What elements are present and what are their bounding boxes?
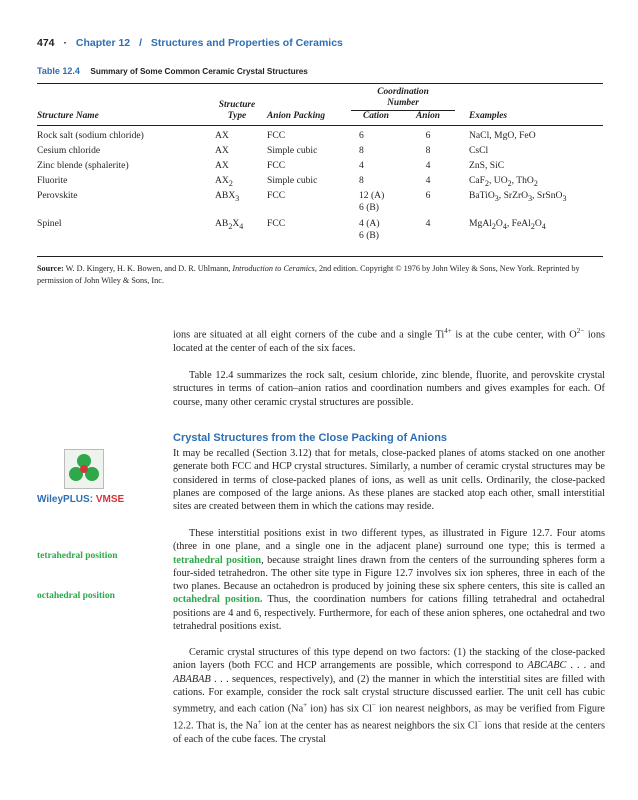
structures-table (37, 83, 603, 244)
table-row: Rock salt (sodium chloride) AX FCC 6 6 NaCl, MgO, FeO (37, 130, 536, 141)
col-structure-name: Structure Name (37, 110, 99, 121)
paragraph-5: Ceramic crystal structures of this type depend on two factors: (1) the stacking of the close-packed anion layers (both FCC and HCP arrangements are possible, which correspond to ABCABC . . . and ABABAB . . . sequences, respectively), and (2) the manner in which the interstitial sites are filled with cations. For example, consider the rock salt crystal structure discussed earlier. The unit cell has cubic symmetry, and each cation (Na+ ion) has six Cl− ion nearest neighbors, as may be verified from Figure 12.2. That is, the Na+ ion at the center has as nearest neighbors the six Cl− ions that reside at the centers of each of the cube faces. The crystal (173, 647, 606, 745)
chapter-title: Structures and Properties of Ceramics (150, 37, 343, 49)
table-row: Perovskite $ABX_3$ FCC 12 (A) 6 (B) 6 BaTiO$_3$, SrZrO$_3$, SrSnO$_3$ (37, 190, 567, 213)
page-number: 474 (37, 37, 55, 49)
col-structure-type: Structure Type (218, 99, 256, 121)
table-caption (37, 66, 308, 76)
table-bottom-rule (37, 256, 603, 257)
chapter-label: Chapter 12 (75, 37, 131, 49)
table-row: Zinc blende (sphalerite) AX FCC 4 4 ZnS, SiC (37, 160, 505, 171)
coordination-number-header: Coordination Number (351, 84, 455, 111)
table-row: Spinel $AB_2X_4$ FCC 4 (A) 6 (B) 4 $MgAl_2O_4$, $FeAl_2O_4$ (37, 218, 546, 241)
table-row: Fluorite $AX_2$ Simple cubic 8 4 CaF$_2$, $UO_2$, ThO$_2$ (37, 175, 538, 188)
col-anion: Anion (416, 111, 440, 121)
wileyplus-vmse-link[interactable]: WileyPLUS: VMSE (37, 494, 125, 505)
margin-term-octahedral: octahedral position (37, 591, 115, 601)
table-label: Table 12.4 (37, 66, 80, 76)
margin-term-tetrahedral: tetrahedral position (37, 551, 118, 561)
col-examples: Examples (469, 110, 508, 121)
paragraph-4: These interstitial positions exist in two different types, as illustrated in Figure 12.7. Four atoms (three in one plane, and a single one in the adjacent plane) surround one type; this is termed a tetrahedral position, because straight lines drawn from the centers of the surrounding spheres form a four-sided tetrahedron. The other site type in Figure 12.7 involves six ion spheres, three in each of the two planes. Because an octahedron is produced by joining these six sphere centers, this site is called an octahedral position. Thus, the coordination numbers for cations filling tetrahedral and octahedral positions are 4 and 6, respectively. Furthermore, for each of these anion spheres, one octahedral and two tetrahedral positions exist. (173, 528, 605, 633)
paragraph-3: It may be recalled (Section 3.12) that for metals, close-packed planes of atoms stacked on one another generate both FCC and HCP crystal structures. Similarly, a number of ceramic crystal structures may be considered in terms of close-packed planes of ions, as well as unit cells. Ordinarily, the close-packed planes are composed of the large anions. As these planes are stacked atop each other, small interstitial sites are created between them in which the cations may reside. (173, 448, 605, 513)
vmse-icon[interactable] (64, 449, 104, 489)
table-caption-text: Summary of Some Common Ceramic Crystal Structures (90, 67, 308, 76)
running-header: 474 · Chapter 12 / Structures and Properties of Ceramics (37, 37, 343, 49)
col-cation: Cation (362, 111, 390, 121)
table-source-note: Source: W. D. Kingery, H. K. Bowen, and D. R. Uhlmann, Introduction to Ceramics, 2nd edition. Copyright © 1976 by John Wiley & Sons, New York. Reprinted by permission of John Wiley & Sons, Inc. (37, 264, 580, 285)
section-heading: Crystal Structures from the Close Packing of Anions (173, 432, 448, 444)
paragraph-1: ions are situated at all eight corners of the cube and a single $Ti^{4+}$ is at the cube center, with $O^{2-}$ ions located at the center of each of the six faces. (173, 327, 605, 354)
table-row: Cesium chloride AX Simple cubic 8 8 CsCl (37, 145, 489, 156)
paragraph-2: Table 12.4 summarizes the rock salt, cesium chloride, zinc blende, fluorite, and perovskite crystal structures in terms of cation–anion ratios and coordination numbers and gives examples for each. Of course, many other ceramic crystal structures are possible. (173, 370, 605, 408)
col-anion-packing: Anion Packing (267, 110, 326, 121)
